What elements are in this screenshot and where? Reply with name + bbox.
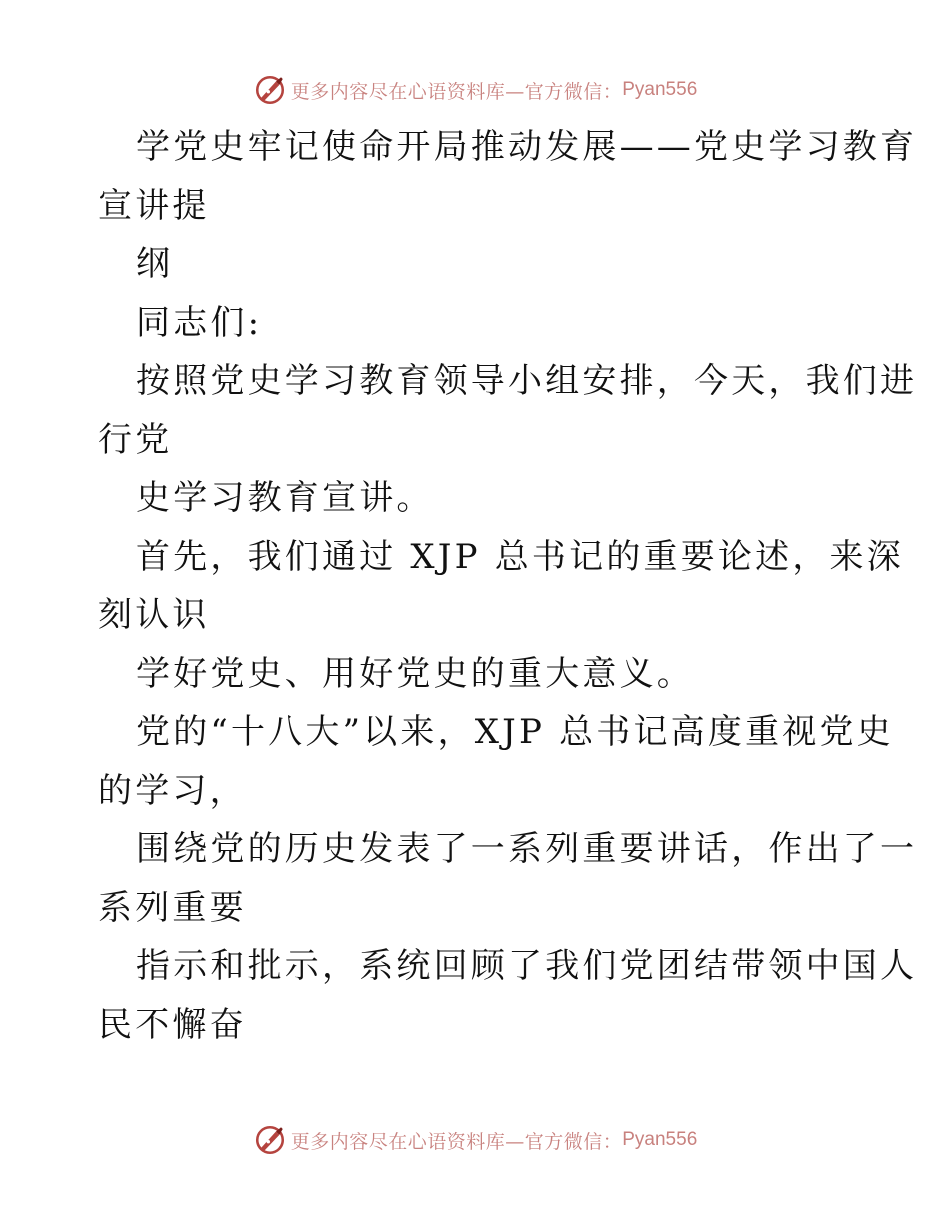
text-line: 纲 (136, 244, 174, 284)
watermark-wechat-id: Pyan556 (622, 79, 698, 100)
pen-logo-icon (253, 1123, 287, 1157)
text-line: 刻认识 (98, 595, 210, 635)
text-line: 围绕党的历史发表了一系列重要讲话，作出了一 (136, 829, 918, 869)
text-line: 史学习教育宣讲。 (136, 478, 434, 518)
text-line: 学党史牢记使命开局推动发展——党史学习教育 (136, 127, 918, 167)
text-line: 系列重要 (98, 887, 247, 928)
footer-watermark (0, 1120, 950, 1160)
text-line: 首先，我们通过 XJP 总书记的重要论述，来深 (136, 536, 904, 577)
text-line: 按照党史学习教育领导小组安排，今天，我们进 (136, 361, 918, 401)
text-line: 宣讲提 (98, 185, 210, 226)
document-body (98, 118, 918, 1054)
text-line: 学好党史、用好党史的重大意义。 (136, 653, 694, 694)
watermark-text: 更多内容尽在心语资料库—官方微信： (290, 1130, 623, 1153)
text-line: 指示和批示，系统回顾了我们党团结带领中国人 (136, 946, 918, 986)
text-line: 的学习， (98, 770, 247, 811)
text-line: 同志们: (136, 302, 263, 343)
header-watermark (0, 70, 950, 110)
pen-logo-icon (253, 73, 287, 107)
watermark-text: 更多内容尽在心语资料库—官方微信： (290, 80, 623, 103)
text-line: 党的“十八大”以来，XJP 总书记高度重视党史 (136, 712, 894, 752)
text-line: 民不懈奋 (98, 1004, 247, 1045)
text-line: 行党 (98, 419, 173, 460)
watermark-wechat-id: Pyan556 (622, 1129, 698, 1150)
